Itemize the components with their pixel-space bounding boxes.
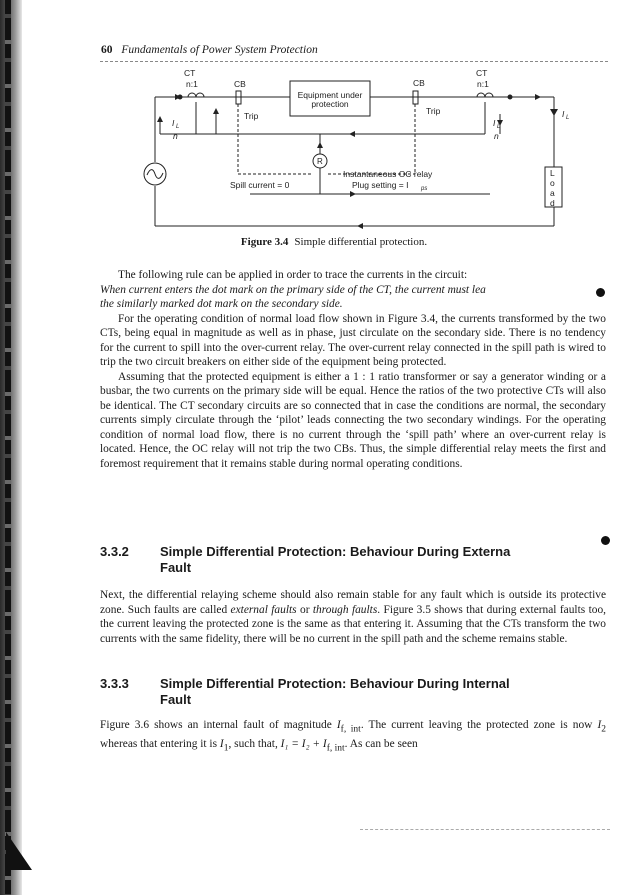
symbol-i1: I (219, 737, 224, 750)
caption-number: Figure 3.4 (240, 236, 289, 248)
symbol-i2: I (597, 719, 602, 731)
section-3-3-3-heading (100, 676, 610, 708)
sine-wave-icon (147, 170, 163, 179)
il-left-num: I (172, 118, 175, 128)
plug-setting-label: Plug setting = I (352, 180, 409, 190)
section-3-3-2-heading (100, 544, 610, 576)
page-number: 60 (101, 44, 113, 56)
symbol-i-fint: I (336, 719, 341, 731)
load-letter-4: d (550, 198, 555, 208)
paragraph-4: Assuming that the protected equipment is either a 1 : 1 ratio transformer or say a generator winding or a busbar, the two currents on the primary side will be equal. Hence the ratios of the two protective CTs will also be identical. The CT secondary circuits are so connected that in case the conditions are normal, the secondary currents simply circulate through the ‘pilot’ leads connecting the two secondary windings. For the operating condition of normal load flow, there is no current through the ‘spill path’ where an over-current relay is located. Hence, the OC relay will not trip the two CBs. Thus, the simple differential relay meets the first and foremost requirement that it remains stable during normal operating conditions. (100, 370, 606, 470)
differential-protection-diagram (130, 64, 590, 244)
section-number: 3.3.2 (100, 544, 129, 559)
ct-left-ratio: n:1 (186, 79, 198, 89)
running-header (101, 44, 318, 56)
load-letter-1: L (550, 168, 555, 178)
paragraph-6-c: whereas that entering it is (100, 737, 220, 750)
pilot-arrow-bottom (350, 191, 356, 197)
paragraph-2-line1: When current enters the dot mark on the primary side of the CT, the current must lea (100, 283, 486, 296)
paragraph-5 (100, 588, 606, 646)
section-title-line2: Fault (160, 560, 192, 575)
symbol-i1-sub: 1 (223, 743, 229, 754)
plug-setting-sub: ps (421, 186, 428, 192)
paragraph-5-a: Next, the differential relaying scheme should also remain stable for any fault which is outside its protective zone. Such faults are called (100, 589, 606, 616)
relay-label: Instantaneous OC relay (343, 169, 433, 179)
equation: I₁ = I₂ + I (280, 737, 327, 750)
trip-left-label: Trip (244, 111, 259, 121)
paragraph-6-e: . As can be seen (344, 737, 418, 750)
paragraph-6-b: . The current leaving the protected zone is now (360, 719, 598, 731)
load-letter-2: o (550, 178, 555, 188)
relay-symbol: R (317, 157, 323, 166)
paragraph-3: For the operating condition of normal load flow shown in Figure 3.4, the currents transformed by the two CTs, being equal in magnitude as well as in phase, just circulate on the secondary side. There is no tendency for the current to spill into the over-current relay. The over-current relay connected in the spill path is wired to trip the two circuit breakers on either side of the equipment being protected. (100, 312, 606, 368)
book-spine-shadow (0, 0, 22, 895)
paragraph-6-a: Figure 3.6 shows an internal fault of magnitude (100, 719, 337, 731)
il-right-sub: L (497, 124, 501, 130)
figure-caption (0, 236, 638, 248)
section-number: 3.3.3 (100, 676, 129, 691)
current-arrow-load (550, 109, 558, 116)
symbol-i2-sub: 2 (601, 724, 606, 735)
spill-current-label: Spill current = 0 (230, 180, 290, 190)
body-block-1 (100, 268, 606, 471)
polarity-dot-right (508, 95, 513, 100)
il-right-num: I (493, 118, 496, 128)
equation-sub: f, int (326, 743, 345, 754)
book-spine-binding (5, 0, 11, 895)
il-right-den: n (494, 131, 499, 141)
bullet-mark-2 (601, 536, 610, 545)
ct-right-label: CT (476, 68, 488, 78)
bullet-mark-1 (596, 288, 605, 297)
page-corner-mark (6, 832, 32, 870)
ct-right-ratio: n:1 (477, 79, 489, 89)
symbol-i-fint-sub: f, int (340, 724, 361, 735)
body-block-2 (100, 588, 606, 646)
term-external-faults: external faults (230, 603, 297, 616)
term-through-faults: through faults (312, 603, 378, 616)
bottom-rule (360, 829, 610, 830)
current-arrow-top-right (535, 94, 541, 100)
paragraph-6-d: , such that, (228, 737, 281, 750)
paragraph-2-line2: the similarly marked dot mark on the secondary side. (100, 298, 343, 310)
pilot-arrow-top (349, 131, 355, 137)
equipment-label-2: protection (311, 99, 349, 109)
running-title: Fundamentals of Power System Protection (121, 44, 318, 56)
ct-left-label: CT (184, 68, 196, 78)
section-title-line2: Fault (160, 692, 192, 707)
ct-right-coil (477, 93, 493, 97)
trip-right-label: Trip (426, 106, 441, 116)
section-title-line1: Simple Differential Protection: Behaviour During Internal (160, 676, 510, 691)
paragraph-6 (100, 718, 606, 756)
cb-right-label: CB (413, 78, 425, 88)
current-arrow-return (357, 223, 363, 229)
caption-text: Simple differential protection. (294, 236, 428, 248)
paragraph-1: The following rule can be applied in order to trace the currents in the circuit: (118, 269, 468, 281)
body-block-3 (100, 718, 606, 756)
header-rule (100, 61, 608, 62)
il-left-sub: L (176, 124, 180, 130)
load-letter-3: a (550, 188, 555, 198)
il-load-sub: L (566, 115, 570, 121)
current-arrow-pilot-left (157, 116, 163, 122)
spill-arrow (317, 142, 323, 148)
paragraph-5-c: . Figure 3.5 shows that during external faults too, the current leaving the protected zone is the same as that entering it. Assuming that the CTs transform the two currents with the same fidelity, there will be no current in the spill path and the scheme remains stable. (100, 603, 606, 645)
section-title-line1: Simple Differential Protection: Behaviour During Externa (160, 544, 511, 559)
cb-left-label: CB (234, 79, 246, 89)
il-left-den: n (173, 131, 178, 141)
il-load-label: I (562, 109, 565, 119)
equipment-label-1: Equipment under (297, 90, 363, 100)
ct-left-coil (188, 93, 204, 97)
paragraph-5-b: or (296, 603, 313, 616)
current-arrow-pilot-mid (213, 108, 219, 114)
figure-3-4 (130, 64, 590, 244)
